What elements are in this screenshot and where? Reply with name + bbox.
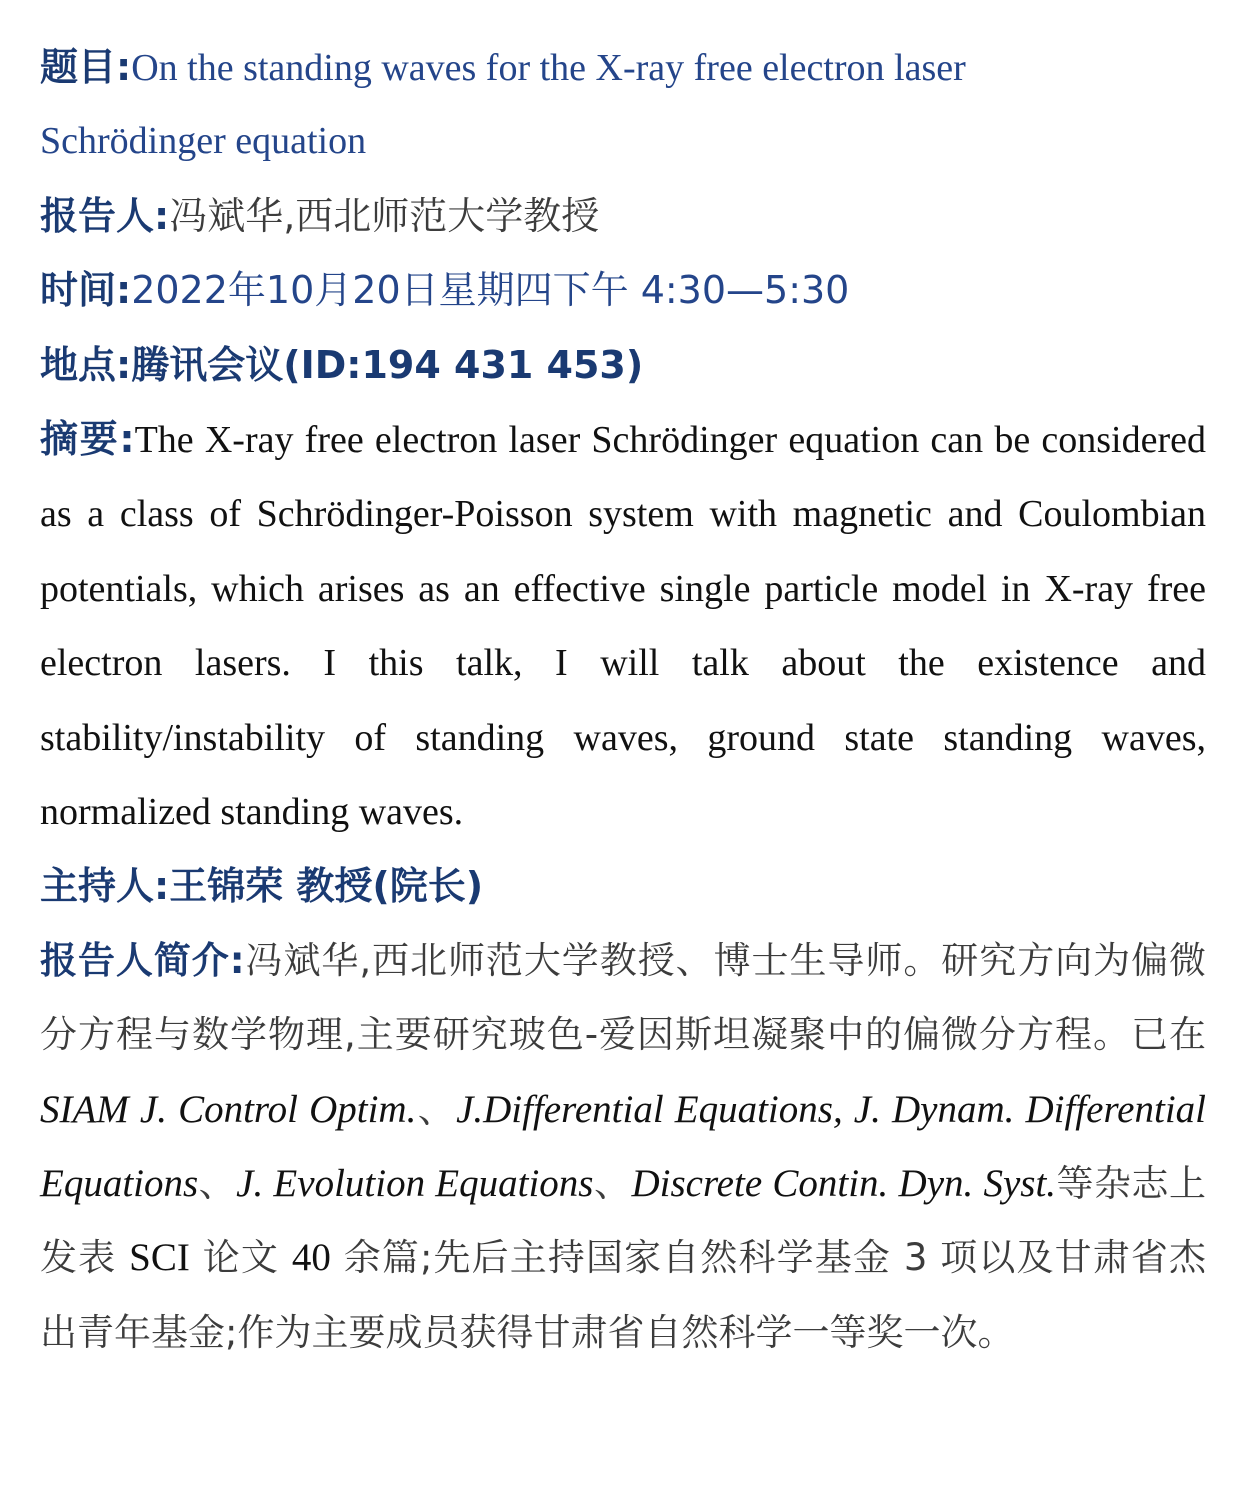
bio-sci: SCI (129, 1236, 190, 1280)
bio-rest-4: 项以及甘肃省杰出青年基金;作为主要成员获得甘肃省自然科学一等奖一次。 (40, 1236, 1206, 1354)
speaker-value: 冯斌华,西北师范大学教授 (169, 193, 600, 238)
speaker-label: 报告人: (40, 193, 170, 238)
time-line (40, 253, 1206, 327)
bio-journal-2: J.Differential Equations, J. Dynam. Differential Equations (40, 1087, 1206, 1205)
bio-sep-2: 、 (198, 1162, 237, 1205)
abstract-block (40, 402, 1206, 849)
bio-intro: 冯斌华,西北师范大学教授、博士生导师。研究方向为偏微分方程与数学物理,主要研究玻色-爱因斯坦凝聚中的偏微分方程。已在 (40, 938, 1206, 1057)
announcement (40, 30, 1206, 1370)
abstract-text: The X-ray free electron laser Schrödinger equation can be considered as a class of Schrödinger-Poisson system with magnetic and Coulombian potentials, which arises as an effective single particle model in X-ray free electron lasers. I this talk, I will talk about the existence and stability/instability of standing waves, ground state standing waves, normalized standing waves. (40, 418, 1206, 833)
bio-journal-1: SIAM J. Control Optim. (40, 1087, 417, 1131)
bio-block (40, 924, 1206, 1370)
bio-label: 报告人简介: (40, 938, 245, 982)
bio-journal-4: Discrete Contin. Dyn. Syst. (631, 1162, 1057, 1205)
title-line-1 (40, 30, 1206, 104)
location-line (40, 328, 1206, 402)
title-label: 题目: (40, 45, 132, 89)
location-label: 地点: (40, 342, 132, 387)
title-line-2 (40, 104, 1206, 178)
host-value: 王锦荣 教授(院长) (169, 864, 484, 909)
bio-count-2: 3 (903, 1236, 928, 1280)
title-text-2: Schrödinger equation (40, 120, 367, 163)
time-label: 时间: (40, 268, 132, 313)
time-value: 2022年10月20日星期四下午 4:30—5:30 (131, 268, 850, 313)
location-value: 腾讯会议(ID:194 431 453) (131, 342, 644, 387)
bio-count-1: 40 (291, 1236, 331, 1280)
bio-rest-3: 余篇;先后主持国家自然科学基金 (330, 1236, 904, 1280)
abstract-label: 摘要: (40, 416, 135, 461)
host-label: 主持人: (40, 864, 170, 909)
bio-sep-3: 、 (593, 1162, 632, 1205)
bio-rest-1: 等杂志上发表 (40, 1162, 1206, 1280)
bio-rest-2: 论文 (189, 1236, 292, 1280)
bio-sep-1: 、 (416, 1087, 457, 1131)
bio-journal-3: J. Evolution Equations (236, 1162, 594, 1205)
title-text-1: On the standing waves for the X-ray free electron laser (131, 47, 966, 89)
host-line (40, 849, 1206, 923)
speaker-line (40, 179, 1206, 253)
